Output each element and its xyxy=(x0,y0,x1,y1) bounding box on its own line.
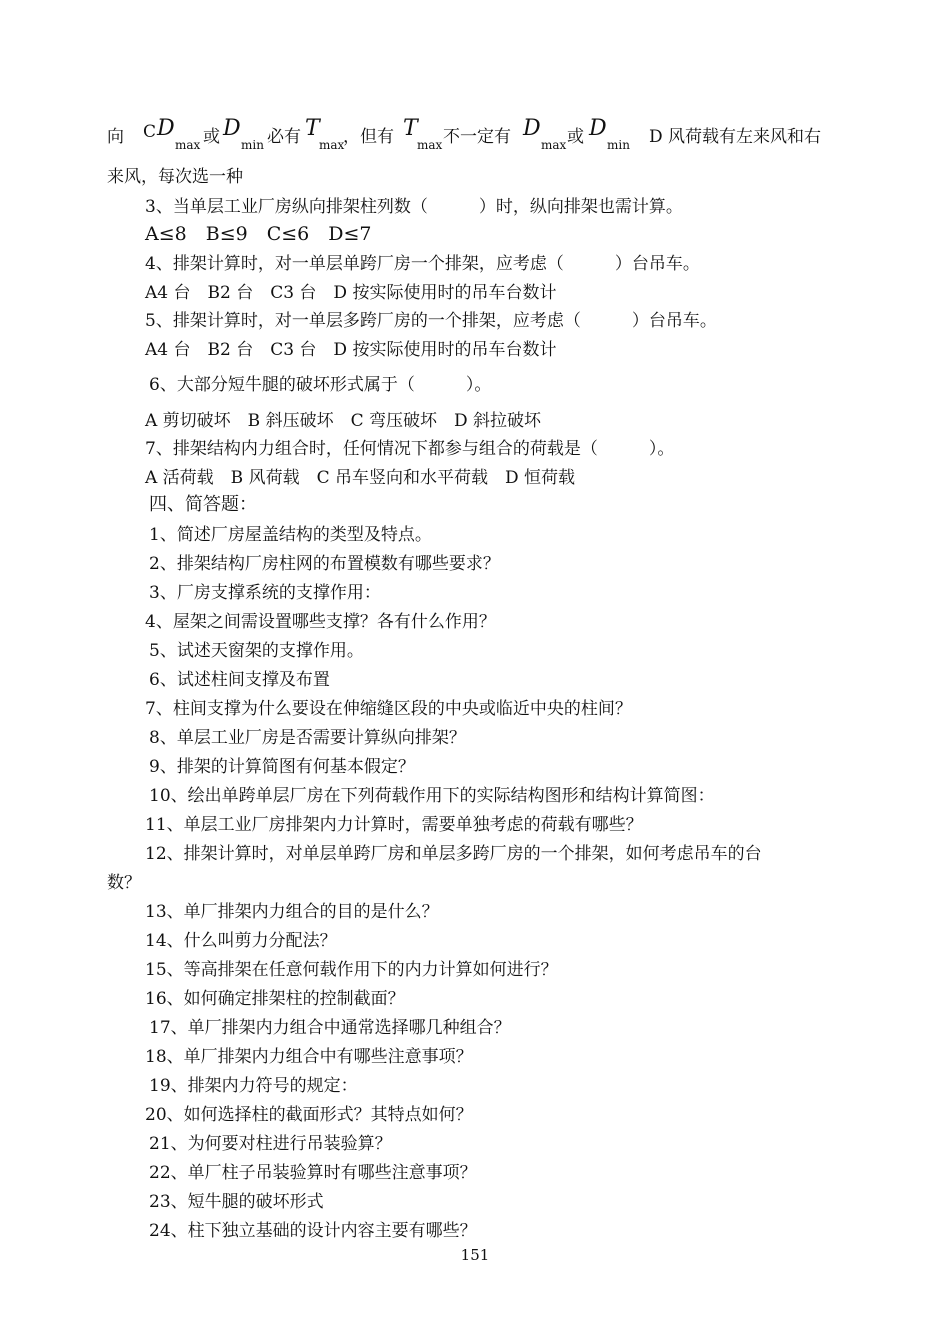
formula-subscript: max xyxy=(319,138,345,152)
short-question-4: 4、屋架之间需设置哪些支撑？各有什么作用？ xyxy=(145,612,496,632)
short-question-5: 5、试述天窗架的支撑作用。 xyxy=(149,641,364,661)
short-question-20: 20、如何选择柱的截面形式？其特点如何？ xyxy=(145,1105,473,1125)
question-3: 3、当单层工业厂房纵向排架柱列数（ ）时，纵向排架也需计算。 xyxy=(145,197,683,217)
formula-subscript: max xyxy=(417,138,443,152)
options-3: A≤8 B≤9 C≤6 D≤7 xyxy=(145,223,372,245)
formula-text: 向 xyxy=(107,127,124,147)
short-question-13: 13、单厂排架内力组合的目的是什么？ xyxy=(145,902,439,922)
options-5: A4 台 B2 台 C3 台 D 按实际使用时的吊车台数计 xyxy=(145,340,557,360)
formula-text: ，但有 xyxy=(343,127,394,147)
short-question-6: 6、试述柱间支撑及布置 xyxy=(149,670,330,690)
short-question-24: 24、柱下独立基础的设计内容主要有哪些？ xyxy=(149,1221,477,1241)
formula-symbol: D xyxy=(523,116,541,141)
options-6: A 剪切破坏 B 斜压破坏 C 弯压破坏 D 斜拉破坏 xyxy=(145,411,542,431)
short-question-11: 11、单层工业厂房排架内力计算时，需要单独考虑的荷载有哪些？ xyxy=(145,815,643,835)
formula-subscript: max xyxy=(175,138,201,152)
short-question-3: 3、厂房支撑系统的支撑作用： xyxy=(149,583,381,603)
formula-text: C xyxy=(143,122,157,142)
short-question-19: 19、排架内力符号的规定： xyxy=(149,1076,358,1096)
short-question-14: 14、什么叫剪力分配法？ xyxy=(145,931,337,951)
formula-subscript: max xyxy=(541,138,567,152)
section-heading: 四、简答题： xyxy=(149,494,257,515)
formula-text: 不一定有 xyxy=(443,127,511,147)
question-5: 5、排架计算时，对一单层多跨厂房的一个排架，应考虑（ ）台吊车。 xyxy=(145,311,717,331)
short-question-7: 7、柱间支撑为什么要设在伸缩缝区段的中央或临近中央的柱间？ xyxy=(145,699,632,719)
formula-subscript: min xyxy=(241,138,264,152)
formula-line xyxy=(107,116,867,156)
short-question-12: 12、排架计算时，对单层单跨厂房和单层多跨厂房的一个排架，如何考虑吊车的台 xyxy=(145,844,762,864)
short-question-12-cont: 数？ xyxy=(107,873,141,893)
formula-symbol: D xyxy=(589,116,607,141)
formula-text: D 风荷载有左来风和右 xyxy=(649,127,822,147)
formula-symbol: T xyxy=(305,116,320,141)
options-7: A 活荷载 B 风荷载 C 吊车竖向和水平荷载 D 恒荷载 xyxy=(145,468,576,488)
formula-symbol: D xyxy=(157,116,175,141)
short-question-2: 2、排架结构厂房柱网的布置模数有哪些要求？ xyxy=(149,554,500,574)
question-6: 6、大部分短牛腿的破坏形式属于（ ）。 xyxy=(149,375,492,395)
formula-text: 必有 xyxy=(267,127,301,147)
question-4: 4、排架计算时，对一单层单跨厂房一个排架，应考虑（ ）台吊车。 xyxy=(145,254,700,274)
formula-symbol: D xyxy=(223,116,241,141)
formula-subscript: min xyxy=(607,138,630,152)
short-question-15: 15、等高排架在任意何载作用下的内力计算如何进行？ xyxy=(145,960,558,980)
options-4: A4 台 B2 台 C3 台 D 按实际使用时的吊车台数计 xyxy=(145,283,557,303)
text-line: 来风，每次选一种 xyxy=(107,167,243,187)
short-question-21: 21、为何要对柱进行吊装验算？ xyxy=(149,1134,392,1154)
short-question-1: 1、简述厂房屋盖结构的类型及特点。 xyxy=(149,525,432,545)
formula-text: 或 xyxy=(203,127,220,147)
short-question-17: 17、单厂排架内力组合中通常选择哪几种组合？ xyxy=(149,1018,511,1038)
short-question-9: 9、排架的计算简图有何基本假定？ xyxy=(149,757,415,777)
short-question-22: 22、单厂柱子吊装验算时有哪些注意事项？ xyxy=(149,1163,477,1183)
short-question-16: 16、如何确定排架柱的控制截面？ xyxy=(145,989,405,1009)
short-question-10: 10、绘出单跨单层厂房在下列荷载作用下的实际结构图形和结构计算简图： xyxy=(149,786,715,806)
formula-symbol: T xyxy=(403,116,418,141)
formula-text: 或 xyxy=(567,127,584,147)
short-question-18: 18、单厂排架内力组合中有哪些注意事项？ xyxy=(145,1047,473,1067)
short-question-8: 8、单层工业厂房是否需要计算纵向排架？ xyxy=(149,728,466,748)
page-number: 151 xyxy=(460,1246,490,1264)
short-question-23: 23、短牛腿的破坏形式 xyxy=(149,1192,324,1212)
question-7: 7、排架结构内力组合时，任何情况下都参与组合的荷载是（ ）。 xyxy=(145,439,675,459)
